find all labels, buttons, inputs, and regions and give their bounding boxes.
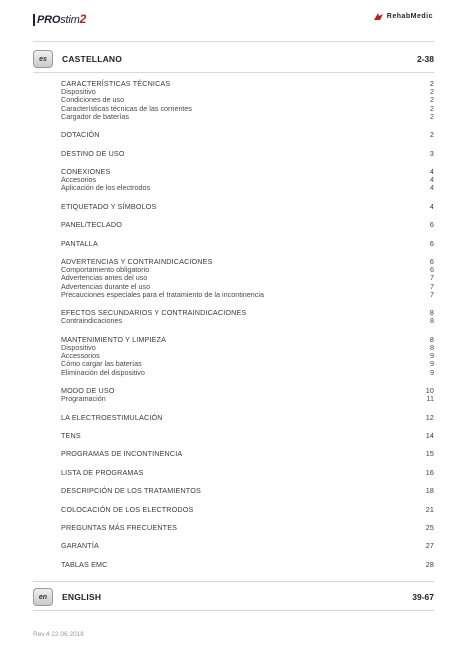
toc-subpage: 6 (430, 265, 434, 275)
toc-subtitle: Programación (61, 394, 106, 404)
toc-page: 6 (429, 256, 434, 266)
language-pages: 2-38 (416, 54, 434, 64)
toc-title: MANTENIMIENTO Y LIMPIEZA (61, 334, 167, 344)
toc-main-line[interactable] (61, 432, 434, 440)
toc-subtitle: Advertencias durante el uso (61, 281, 151, 291)
toc-title: EFECTOS SECUNDARIOS Y CONTRAINDICACIONES (61, 308, 247, 318)
toc-main-line[interactable] (61, 506, 434, 514)
toc-page: 15 (425, 449, 434, 459)
brand-name: RehabMedic (386, 13, 433, 20)
toc-entry (61, 561, 434, 569)
toc-title: CARACTERÍSTICAS TÉCNICAS (61, 79, 171, 88)
toc-main-line[interactable] (61, 469, 434, 477)
toc-title: PROGRAMAS DE INCONTINENCIA (61, 449, 183, 459)
toc-title: DOTACIÓN (61, 130, 100, 140)
toc-title: COLOCACIÓN DE LOS ELECTRODOS (61, 504, 194, 514)
toc-title: PREGUNTAS MÁS FRECUENTES (61, 522, 178, 532)
toc-entry (61, 168, 434, 193)
logo-pro: PRO (33, 14, 60, 26)
toc-subpage: 2 (430, 111, 434, 121)
toc-entry (61, 487, 434, 495)
toc-main-line[interactable] (61, 414, 434, 422)
toc-entry (61, 469, 434, 477)
toc-main-line[interactable] (61, 150, 434, 158)
toc-page: 3 (429, 148, 434, 158)
toc-sub-line[interactable] (61, 184, 434, 192)
toc-page: 25 (425, 522, 434, 532)
rehabmedic-logo (373, 12, 433, 21)
toc-subtitle: Dispositivo (61, 87, 96, 97)
toc-subtitle: Cómo cargar las baterías (61, 359, 142, 369)
toc-subtitle: Características técnicas de las corrientes (61, 103, 193, 113)
toc-title: ADVERTENCIAS Y CONTRAINDICACIONES (61, 256, 213, 266)
language-badge-en: en (33, 588, 53, 606)
toc-subpage: 8 (430, 342, 434, 352)
toc-entry (61, 414, 434, 422)
toc-subtitle: Condiciones de uso (61, 95, 125, 105)
toc-main-line[interactable] (61, 221, 434, 229)
toc-subtitle: Precauciones especiales para el tratamiento de la incontinencia (61, 289, 264, 299)
toc-page: 8 (429, 334, 434, 344)
toc-page: 14 (425, 430, 434, 440)
toc-entry (61, 336, 434, 377)
table-of-contents (61, 80, 434, 569)
toc-sub-line[interactable] (61, 395, 434, 403)
toc-main-line[interactable] (61, 336, 434, 344)
toc-entry (61, 203, 434, 211)
toc-main-line[interactable] (61, 168, 434, 176)
toc-title: GARANTÍA (61, 541, 99, 551)
toc-page: 2 (429, 79, 434, 88)
language-name: CASTELLANO (62, 54, 123, 64)
toc-main-line[interactable] (61, 524, 434, 532)
toc-entry (61, 221, 434, 229)
toc-page: 4 (429, 201, 434, 211)
toc-main-line[interactable] (61, 131, 434, 139)
toc-sub-line[interactable] (61, 369, 434, 377)
toc-subtitle: Contraindicaciones (61, 316, 123, 326)
page-header (0, 0, 467, 32)
toc-subpage: 8 (430, 316, 434, 326)
toc-main-line[interactable] (61, 240, 434, 248)
toc-sub-line[interactable] (61, 291, 434, 299)
toc-entry (61, 450, 434, 458)
toc-main-line[interactable] (61, 203, 434, 211)
toc-title: DESCRIPCIÓN DE LOS TRATAMIENTOS (61, 486, 201, 496)
toc-subpage: 7 (430, 281, 434, 291)
toc-title: MODO DE USO (61, 385, 115, 395)
toc-page: 16 (425, 467, 434, 477)
toc-entry (61, 309, 434, 325)
toc-subpage: 9 (430, 367, 434, 377)
toc-subtitle: Cargador de baterías (61, 111, 129, 121)
revision-footer: Rev.4 22.06.2018 (33, 631, 84, 638)
language-row-es (33, 49, 434, 69)
toc-subtitle: Accesorios (61, 175, 97, 185)
toc-subtitle: Eliminación del dispositivo (61, 367, 145, 377)
toc-page: 8 (429, 308, 434, 318)
toc-entry (61, 80, 434, 121)
toc-page: 12 (425, 412, 434, 422)
toc-subpage: 2 (430, 95, 434, 105)
toc-subpage: 2 (430, 103, 434, 113)
prostim-logo (33, 12, 86, 26)
toc-page: 6 (429, 238, 434, 248)
toc-entry (61, 240, 434, 248)
toc-subtitle: Aplicación de los electrodos (61, 183, 151, 193)
toc-subpage: 7 (430, 273, 434, 283)
toc-entry (61, 131, 434, 139)
brand-mark-icon (373, 12, 384, 21)
toc-page: 21 (425, 504, 434, 514)
toc-main-line[interactable] (61, 80, 434, 88)
language-badge-es: es (33, 50, 53, 68)
toc-title: PANTALLA (61, 238, 98, 248)
logo-two: 2 (79, 12, 87, 26)
toc-page: 18 (425, 486, 434, 496)
toc-subpage: 11 (426, 394, 434, 404)
toc-page: 2 (429, 130, 434, 140)
toc-entry (61, 258, 434, 299)
toc-sub-line[interactable] (61, 344, 434, 352)
toc-entry (61, 387, 434, 403)
toc-subpage: 4 (430, 175, 434, 185)
toc-sub-line[interactable] (61, 113, 434, 121)
toc-title: LISTA DE PROGRAMAS (61, 467, 144, 477)
toc-title: CONEXIONES (61, 166, 111, 176)
toc-subpage: 2 (430, 87, 434, 97)
toc-subtitle: Advertencias antes del uso (61, 273, 148, 283)
toc-subpage: 9 (430, 359, 434, 369)
toc-subpage: 7 (430, 289, 434, 299)
toc-main-line[interactable] (61, 387, 434, 395)
section-divider (33, 72, 434, 73)
toc-sub-line[interactable] (61, 317, 434, 325)
toc-page: 4 (429, 166, 434, 176)
toc-subpage: 9 (430, 351, 434, 361)
toc-subtitle: Accessorios (61, 351, 100, 361)
toc-entry (61, 506, 434, 514)
toc-subtitle: Comportamiento obligatorio (61, 265, 150, 275)
top-divider (33, 41, 434, 42)
section-divider (33, 581, 434, 582)
toc-title: DESTINO DE USO (61, 148, 125, 158)
toc-page: 28 (425, 559, 434, 569)
toc-main-line[interactable] (61, 487, 434, 495)
toc-title: LA ELECTROESTIMULACIÓN (61, 412, 163, 422)
logo-stim: stim (60, 14, 80, 26)
toc-main-line[interactable] (61, 561, 434, 569)
toc-subpage: 4 (430, 183, 434, 193)
section-divider (33, 610, 434, 611)
toc-page: 10 (425, 385, 434, 395)
toc-entry (61, 432, 434, 440)
toc-entry (61, 524, 434, 532)
toc-title: TENS (61, 430, 81, 440)
toc-title: TABLAS EMC (61, 559, 108, 569)
toc-title: ETIQUETADO Y SÍMBOLOS (61, 201, 157, 211)
language-pages: 39-67 (412, 592, 434, 602)
toc-page: 6 (429, 220, 434, 230)
toc-title: PANEL/TECLADO (61, 220, 122, 230)
language-name: ENGLISH (62, 592, 102, 602)
toc-entry (61, 150, 434, 158)
language-row-en (33, 587, 434, 607)
toc-main-line[interactable] (61, 450, 434, 458)
toc-main-line[interactable] (61, 542, 434, 550)
toc-page: 27 (425, 541, 434, 551)
toc-subtitle: Dispositivo (61, 342, 96, 352)
toc-entry (61, 542, 434, 550)
